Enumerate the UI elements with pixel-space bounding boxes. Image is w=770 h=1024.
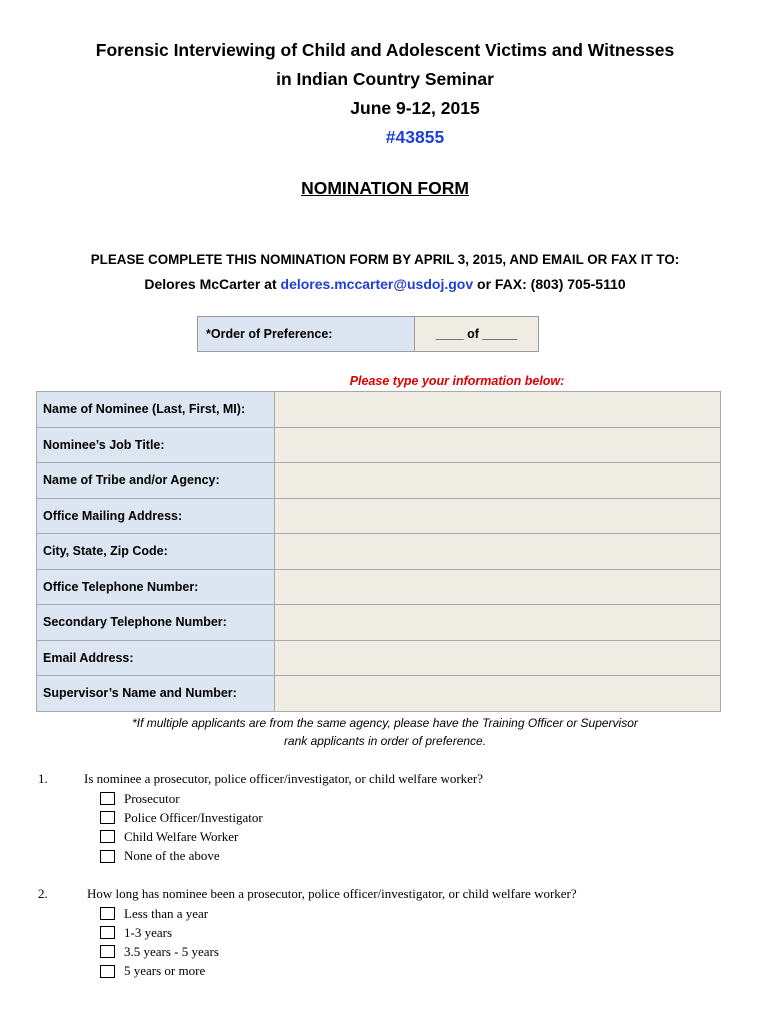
option-label: Child Welfare Worker xyxy=(124,828,239,844)
option-label: Prosecutor xyxy=(124,790,180,806)
table-row xyxy=(37,427,721,463)
checkbox-icon[interactable] xyxy=(100,811,115,824)
fax-number: or FAX: (803) 705-5110 xyxy=(473,276,626,292)
field-label: Email Address: xyxy=(37,640,275,676)
seminar-code: #43855 xyxy=(385,127,445,147)
field-label: Supervisor’s Name and Number: xyxy=(37,676,275,712)
option-3-5-years[interactable] xyxy=(100,942,219,961)
field-label: Name of Tribe and/or Agency: xyxy=(37,463,275,499)
table-row xyxy=(37,534,721,570)
option-label: 3.5 years - 5 years xyxy=(124,943,219,959)
checkbox-icon[interactable] xyxy=(100,926,115,939)
question-text: How long has nominee been a prosecutor, police officer/investigator, or child welfare worker? xyxy=(87,886,577,901)
checkbox-icon[interactable] xyxy=(100,792,115,805)
secondary-phone-field[interactable] xyxy=(275,605,721,641)
checkbox-icon[interactable] xyxy=(100,945,115,958)
checkbox-icon[interactable] xyxy=(100,907,115,920)
option-5-plus-years[interactable] xyxy=(100,962,219,981)
question-2-options xyxy=(100,904,219,981)
form-title: NOMINATION FORM xyxy=(301,178,469,198)
question-number: 1. xyxy=(38,771,48,786)
option-none[interactable] xyxy=(100,847,263,866)
contact-prefix: Delores McCarter at xyxy=(144,276,281,292)
option-label: 1-3 years xyxy=(124,924,173,940)
option-label: Less than a year xyxy=(124,905,209,921)
email-field[interactable] xyxy=(275,640,721,676)
ranking-note-line2: rank applicants in order of preference. xyxy=(283,734,487,748)
preference-table xyxy=(197,316,539,352)
option-less-than-year[interactable] xyxy=(100,904,219,923)
option-label: None of the above xyxy=(124,848,220,864)
field-label: Name of Nominee (Last, First, MI): xyxy=(37,392,275,428)
ranking-note-line1: *If multiple applicants are from the same agency, please have the Training Officer or Supervisor xyxy=(132,716,638,730)
option-prosecutor[interactable] xyxy=(100,789,263,808)
option-1-3-years[interactable] xyxy=(100,923,219,942)
field-label: Nominee’s Job Title: xyxy=(37,427,275,463)
field-label: City, State, Zip Code: xyxy=(37,534,275,570)
seminar-title-line1: Forensic Interviewing of Child and Adolescent Victims and Witnesses xyxy=(95,40,675,60)
instructions-line: PLEASE COMPLETE THIS NOMINATION FORM BY APRIL 3, 2015, AND EMAIL OR FAX IT TO: xyxy=(90,252,680,267)
table-row xyxy=(37,463,721,499)
mailing-address-field[interactable] xyxy=(275,498,721,534)
option-label: Police Officer/Investigator xyxy=(124,809,263,825)
question-number: 2. xyxy=(38,886,48,901)
ranking-note xyxy=(0,714,770,750)
table-row xyxy=(37,676,721,712)
field-label: Office Telephone Number: xyxy=(37,569,275,605)
table-row xyxy=(37,605,721,641)
field-label: Office Mailing Address: xyxy=(37,498,275,534)
seminar-dates: June 9-12, 2015 xyxy=(350,98,480,118)
table-row xyxy=(37,498,721,534)
contact-email-link[interactable]: delores.mccarter@usdoj.gov xyxy=(280,276,474,292)
preference-label: *Order of Preference: xyxy=(198,317,415,352)
seminar-title-line2: in Indian Country Seminar xyxy=(276,69,494,89)
option-police-officer[interactable] xyxy=(100,808,263,827)
job-title-field[interactable] xyxy=(275,427,721,463)
preference-input[interactable]: ____ of _____ xyxy=(415,317,539,352)
tribe-agency-field[interactable] xyxy=(275,463,721,499)
office-phone-field[interactable] xyxy=(275,569,721,605)
option-child-welfare-worker[interactable] xyxy=(100,827,263,846)
contact-line xyxy=(0,276,770,292)
city-state-zip-field[interactable] xyxy=(275,534,721,570)
table-row xyxy=(37,392,721,428)
checkbox-icon[interactable] xyxy=(100,850,115,863)
supervisor-field[interactable] xyxy=(275,676,721,712)
table-row xyxy=(37,569,721,605)
field-label: Secondary Telephone Number: xyxy=(37,605,275,641)
nominee-name-field[interactable] xyxy=(275,392,721,428)
question-text: Is nominee a prosecutor, police officer/investigator, or child welfare worker? xyxy=(84,771,484,786)
type-info-hint: Please type your information below: xyxy=(349,374,565,388)
table-row xyxy=(37,640,721,676)
checkbox-icon[interactable] xyxy=(100,965,115,978)
checkbox-icon[interactable] xyxy=(100,830,115,843)
option-label: 5 years or more xyxy=(124,963,206,979)
question-1-options xyxy=(100,789,263,866)
nominee-info-table xyxy=(36,391,721,712)
